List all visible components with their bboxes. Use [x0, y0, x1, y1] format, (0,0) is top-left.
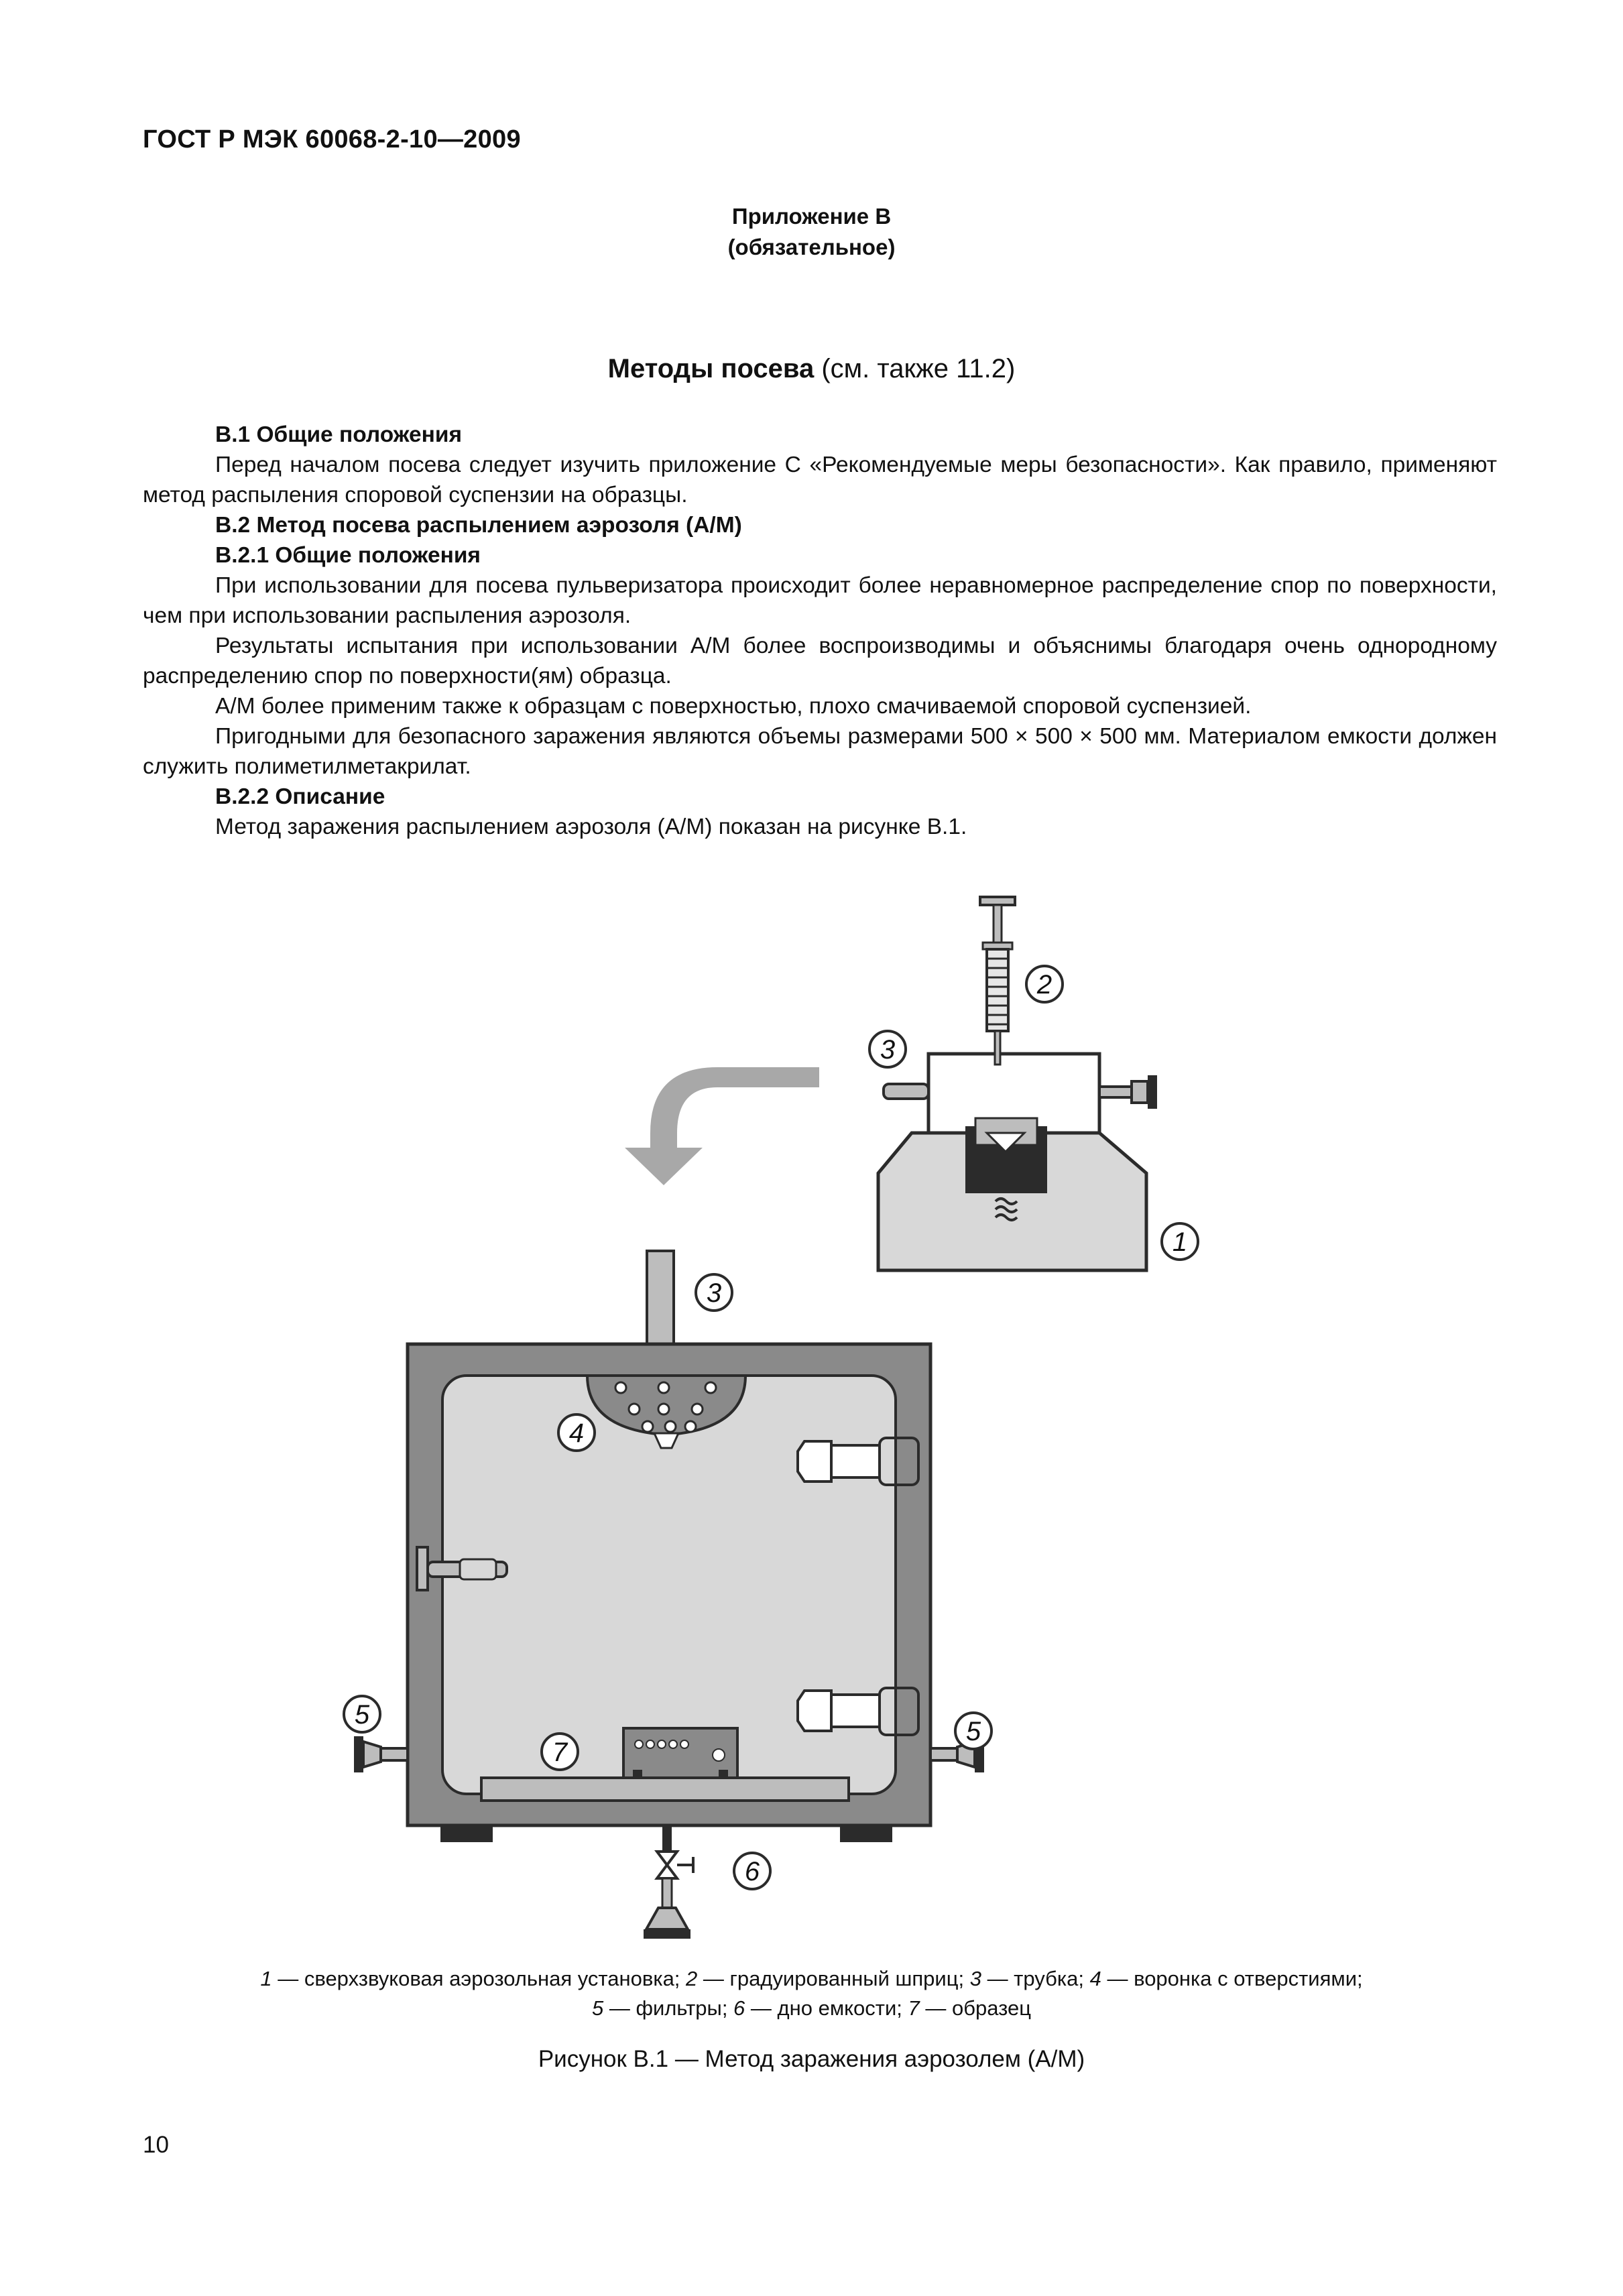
callout-6: 6 — [744, 1857, 760, 1886]
left-filter — [354, 1736, 408, 1772]
b1-paragraph: Перед началом посева следует изучить приложение С «Рекомендуемые меры безопасности». Как правило, применяют метод распыления споровой суспензии на образцы. — [143, 452, 1497, 507]
callout-1: 1 — [1172, 1227, 1188, 1257]
appendix-heading — [0, 201, 1623, 263]
aerosol-unit — [878, 1054, 1157, 1270]
callout-2: 2 — [1036, 970, 1053, 1000]
appendix-status: (обязательное) — [727, 235, 896, 259]
document-code: ГОСТ Р МЭК 60068-2-10—2009 — [143, 125, 521, 154]
legend-line-2: 5 — фильтры; 6 — дно емкости; 7 — образец — [591, 1996, 1031, 2020]
flow-arrow-icon — [625, 1067, 819, 1185]
figure-legend — [0, 1964, 1623, 2023]
body-text — [143, 420, 1497, 842]
section-title-main: Методы посева — [607, 354, 815, 383]
callout-4: 4 — [568, 1418, 585, 1448]
b21-paragraph-1: При использовании для посева пульверизатора происходит более неравномерное распределение спор по поверхности, чем при использовании распыления аэрозоля. — [143, 573, 1497, 628]
b1-heading: В.1 Общие положения — [215, 422, 463, 447]
section-title — [0, 354, 1623, 384]
legend-line-1: 1 — сверхзвуковая аэрозольная установка; 2 — градуированный шприц; 3 — трубка; 4 — воронка с отверстиями; — [260, 1967, 1363, 1990]
graduated-syringe — [980, 897, 1015, 1065]
section-title-note: (см. также 11.2) — [814, 354, 1016, 383]
aerosol-method-diagram — [0, 871, 1623, 1957]
callout-7: 7 — [552, 1738, 568, 1767]
callout-3-upper: 3 — [880, 1035, 896, 1065]
callout-5-right: 5 — [965, 1717, 981, 1746]
sample-box — [623, 1728, 737, 1778]
callout-5-left: 5 — [354, 1700, 370, 1730]
b22-paragraph: Метод заражения распылением аэрозоля (А/М) показан на рисунке В.1. — [215, 814, 967, 839]
page-number: 10 — [143, 2132, 169, 2158]
figure-title: Рисунок В.1 — Метод заражения аэрозолем (А/М) — [538, 2046, 1085, 2072]
b21-paragraph-3: А/М более применим также к образцам с поверхностью, плохо смачиваемой споровой суспензией. — [215, 694, 1252, 719]
b21-paragraph-2: Результаты испытания при использовании А/М более воспроизводимы и объяснимы благодаря очень однородному распределению спор по поверхности(ям) образца. — [143, 633, 1497, 688]
b21-heading: В.2.1 Общие положения — [215, 543, 481, 568]
b22-heading: В.2.2 Описание — [215, 784, 385, 809]
b21-paragraph-4: Пригодными для безопасного заражения являются объемы размерами 500 × 500 × 500 мм. Материалом емкости должен служить полиметилметакрилат. — [143, 724, 1497, 779]
bottom-valve — [644, 1825, 693, 1939]
callout-3-lower: 3 — [706, 1278, 722, 1308]
appendix-label: Приложение В — [731, 204, 892, 229]
b2-heading: В.2 Метод посева распылением аэрозоля (А/М) — [215, 513, 742, 538]
